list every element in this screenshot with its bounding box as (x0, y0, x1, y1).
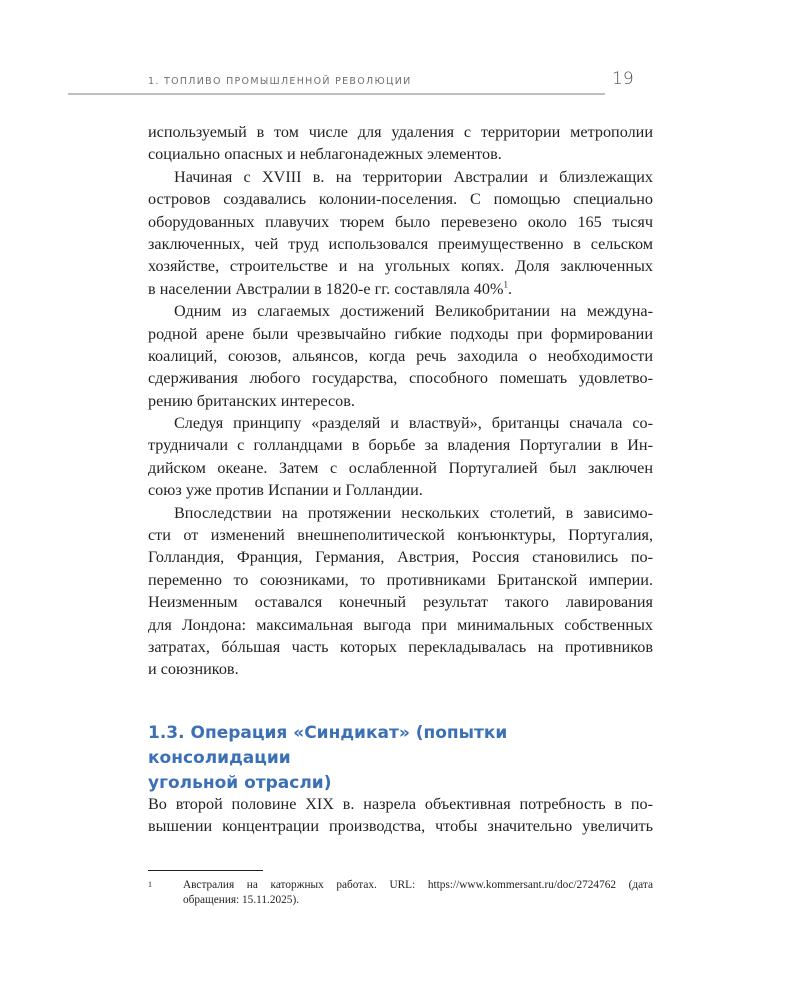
text-line: Во второй половине XIX в. назрела объективная потребность в по- (148, 795, 653, 813)
text-line: Неизменным оставался конечный результат такого лавирования (148, 593, 653, 612)
footnote-text (183, 878, 653, 908)
footnote-mark: 1 (148, 880, 152, 889)
text-line: родной арене были чрезвычайно гибкие подходы при формировании (148, 324, 653, 343)
text-line: и союзников. (148, 660, 239, 679)
text-line: затратах, бóльшая часть которых перекладывалась на противников (148, 637, 653, 656)
text-line: сдерживания любого государства, способного помешать удовлетво- (148, 369, 653, 388)
footnote-divider (148, 870, 263, 871)
section-heading (148, 721, 653, 796)
text-line: хозяйстве, строительстве и на угольных копях. Доля заключенных (148, 257, 653, 276)
footnote-reference[interactable]: 1 (503, 279, 508, 290)
text-line: Следуя принципу «разделяй и властвуй», британцы сначала со- (174, 414, 653, 433)
body-text (148, 121, 653, 681)
section-body-text (148, 793, 653, 838)
text-line: переменно то союзниками, то противниками Британской империи. (148, 570, 653, 589)
text-line: Одним из слагаемых достижений Великобритании на междуна- (174, 302, 653, 321)
text-line: оборудованных плавучих тюрем было перевезено около 165 тысяч (148, 212, 653, 231)
page-number: 19 (612, 69, 634, 89)
footnote-line: обращения: 15.11.2025). (183, 894, 300, 906)
text-line: Голландия, Франция, Германия, Австрия, Россия становились по- (148, 548, 653, 567)
text-line: заключенных, чей труд использовался преимущественно в сельском (148, 234, 653, 253)
running-header: 1. ТОПЛИВО ПРОМЫШЛЕННОЙ РЕВОЛЮЦИИ (148, 76, 412, 87)
text-line: в населении Австралии в 1820-е гг. составляла 40%$^1$. (148, 279, 513, 298)
text-line: островов создавались колонии-поселения. С помощью специально (148, 190, 653, 209)
footnote-line: Австралия на каторжных работах. URL: https://www.kommersant.ru/doc/2724762 (дата (183, 879, 653, 891)
text-line: союз уже против Испании и Голландии. (148, 481, 423, 500)
text-line: дийском океане. Затем с ослабленной Португалией был заключен (148, 458, 653, 477)
text-line: трудничали с голландцами в борьбе за владения Португалии в Ин- (148, 436, 653, 455)
text-line: рению британских интересов. (148, 391, 355, 410)
text-line: вышении концентрации производства, чтобы значительно увеличить (148, 817, 653, 836)
text-line: сти от изменений внешнеполитической конъюнктуры, Португалия, (148, 526, 653, 545)
text-line: Впоследствии на протяжении нескольких столетий, в зависимо- (174, 503, 653, 522)
text-line: используемый в том числе для удаления с территории метрополии (148, 123, 653, 141)
text-line: для Лондона: максимальная выгода при минимальных собственных (148, 615, 653, 634)
text-line: Начиная с XVIII в. на территории Австралии и близлежащих (174, 167, 653, 186)
text-line: социально опасных и неблагонадежных элементов. (148, 145, 502, 164)
header-divider (68, 93, 605, 95)
heading-line: угольной отрасли) (148, 773, 332, 793)
heading-line: 1.3. Операция «Синдикат» (попытки консолидации (148, 723, 508, 768)
text-line: коалиций, союзов, альянсов, когда речь заходила о необходимости (148, 346, 653, 365)
